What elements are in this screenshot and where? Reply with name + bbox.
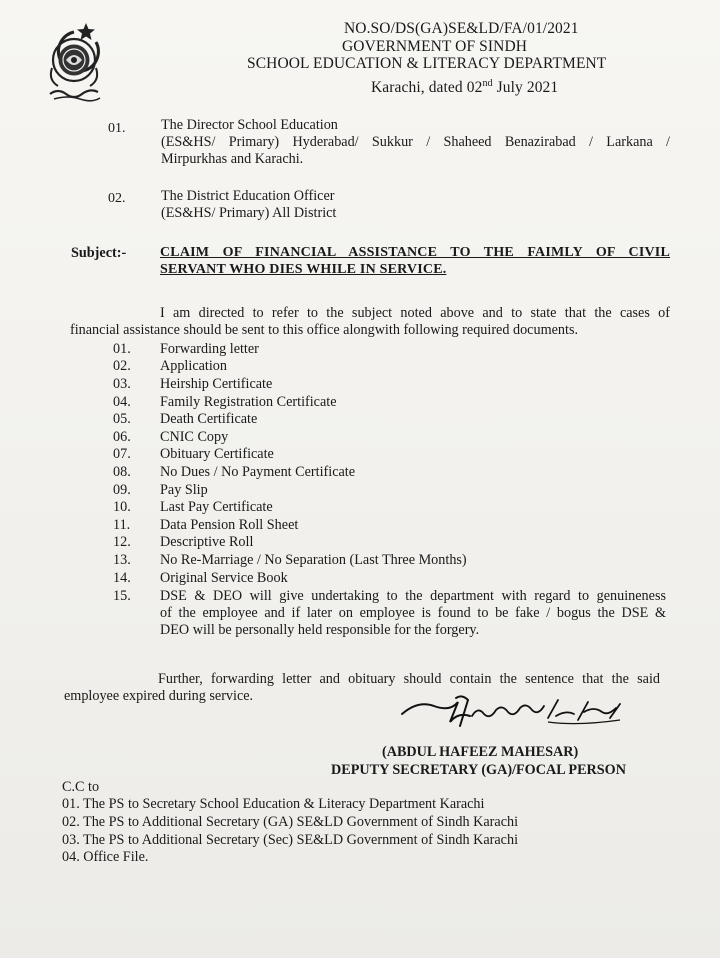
subject-label: Subject:- — [71, 245, 127, 261]
handwritten-signature-icon — [398, 692, 628, 736]
addressee-number: 02. — [108, 191, 126, 206]
body-paragraph-line: financial assistance should be sent to this office alongwith following required documents. — [70, 322, 579, 338]
department-heading: SCHOOL EDUCATION & LITERACY DEPARTMENT — [247, 55, 607, 72]
closing-paragraph-line: employee expired during service. — [64, 688, 254, 704]
addressee-line: Mirpurkhas and Karachi. — [161, 151, 304, 167]
cc-item: 04. Office File. — [62, 849, 149, 865]
addressee-line: (ES&HS/ Primary) Hyderabad/ Sukkur / Shaheed Benazirabad / Larkana / — [161, 134, 670, 150]
list-item: Obituary Certificate — [160, 446, 274, 462]
addressee-title: The District Education Officer — [161, 188, 335, 204]
list-item-number: 10. — [113, 499, 131, 515]
list-item-number: 02. — [113, 358, 131, 374]
date-superscript: nd — [482, 78, 493, 89]
list-item: Pay Slip — [160, 482, 208, 498]
list-item-continuation: of the employee and if later on employee is found to be fake / bogus the DSE & — [160, 605, 666, 621]
list-item-number: 09. — [113, 482, 131, 498]
letter-date — [371, 78, 558, 97]
list-item-continuation: DEO will be personally held responsible for the forgery. — [160, 622, 480, 638]
subject-line: CLAIM OF FINANCIAL ASSISTANCE TO THE FAIMLY OF CIVIL — [160, 245, 670, 260]
list-item: Forwarding letter — [160, 341, 259, 357]
list-item-number: 03. — [113, 376, 131, 392]
list-item: Original Service Book — [160, 570, 288, 586]
list-item: No Dues / No Payment Certificate — [160, 464, 356, 480]
reference-number: NO.SO/DS(GA)SE&LD/FA/01/2021 — [344, 20, 579, 37]
list-item: No Re-Marriage / No Separation (Last Three Months) — [160, 552, 467, 568]
list-item: DSE & DEO will give undertaking to the department with regard to genuineness — [160, 588, 666, 604]
list-item: Family Registration Certificate — [160, 394, 337, 410]
list-item-number: 11. — [113, 517, 131, 533]
signatory-designation: DEPUTY SECRETARY (GA)/FOCAL PERSON — [331, 762, 626, 778]
list-item-number: 12. — [113, 534, 131, 550]
list-item-number: 01. — [113, 341, 131, 357]
cc-item: 03. The PS to Additional Secretary (Sec) SE&LD Government of Sindh Karachi — [62, 832, 519, 848]
body-paragraph-line: I am directed to refer to the subject noted above and to state that the cases of — [160, 305, 670, 321]
list-item: CNIC Copy — [160, 429, 229, 445]
date-suffix: July 2021 — [492, 79, 559, 97]
cc-label: C.C to — [62, 779, 100, 795]
list-item-number: 05. — [113, 411, 131, 427]
government-heading: GOVERNMENT OF SINDH — [342, 38, 528, 55]
addressee-number: 01. — [108, 121, 126, 136]
list-item-number: 08. — [113, 464, 131, 480]
list-item-number: 06. — [113, 429, 131, 445]
sindh-government-emblem-icon — [44, 20, 108, 104]
subject-line: SERVANT WHO DIES WHILE IN SERVICE. — [160, 262, 447, 277]
cc-item: 02. The PS to Additional Secretary (GA) SE&LD Government of Sindh Karachi — [62, 814, 519, 830]
list-item: Application — [160, 358, 227, 374]
addressee-line: (ES&HS/ Primary) All District — [161, 205, 337, 221]
list-item: Heirship Certificate — [160, 376, 273, 392]
list-item: Data Pension Roll Sheet — [160, 517, 299, 533]
list-item-number: 14. — [113, 570, 131, 586]
list-item: Descriptive Roll — [160, 534, 254, 550]
date-prefix: Karachi, dated 02 — [371, 79, 483, 97]
list-item-number: 13. — [113, 552, 131, 568]
addressee-title: The Director School Education — [161, 117, 338, 133]
list-item: Last Pay Certificate — [160, 499, 273, 515]
list-item: Death Certificate — [160, 411, 258, 427]
cc-item: 01. The PS to Secretary School Education & Literacy Department Karachi — [62, 796, 485, 812]
list-item-number: 15. — [113, 588, 131, 604]
list-item-number: 04. — [113, 394, 131, 410]
closing-paragraph-line: Further, forwarding letter and obituary should contain the sentence that the said — [158, 671, 660, 687]
list-item-number: 07. — [113, 446, 131, 462]
signatory-name: (ABDUL HAFEEZ MAHESAR) — [382, 744, 579, 760]
